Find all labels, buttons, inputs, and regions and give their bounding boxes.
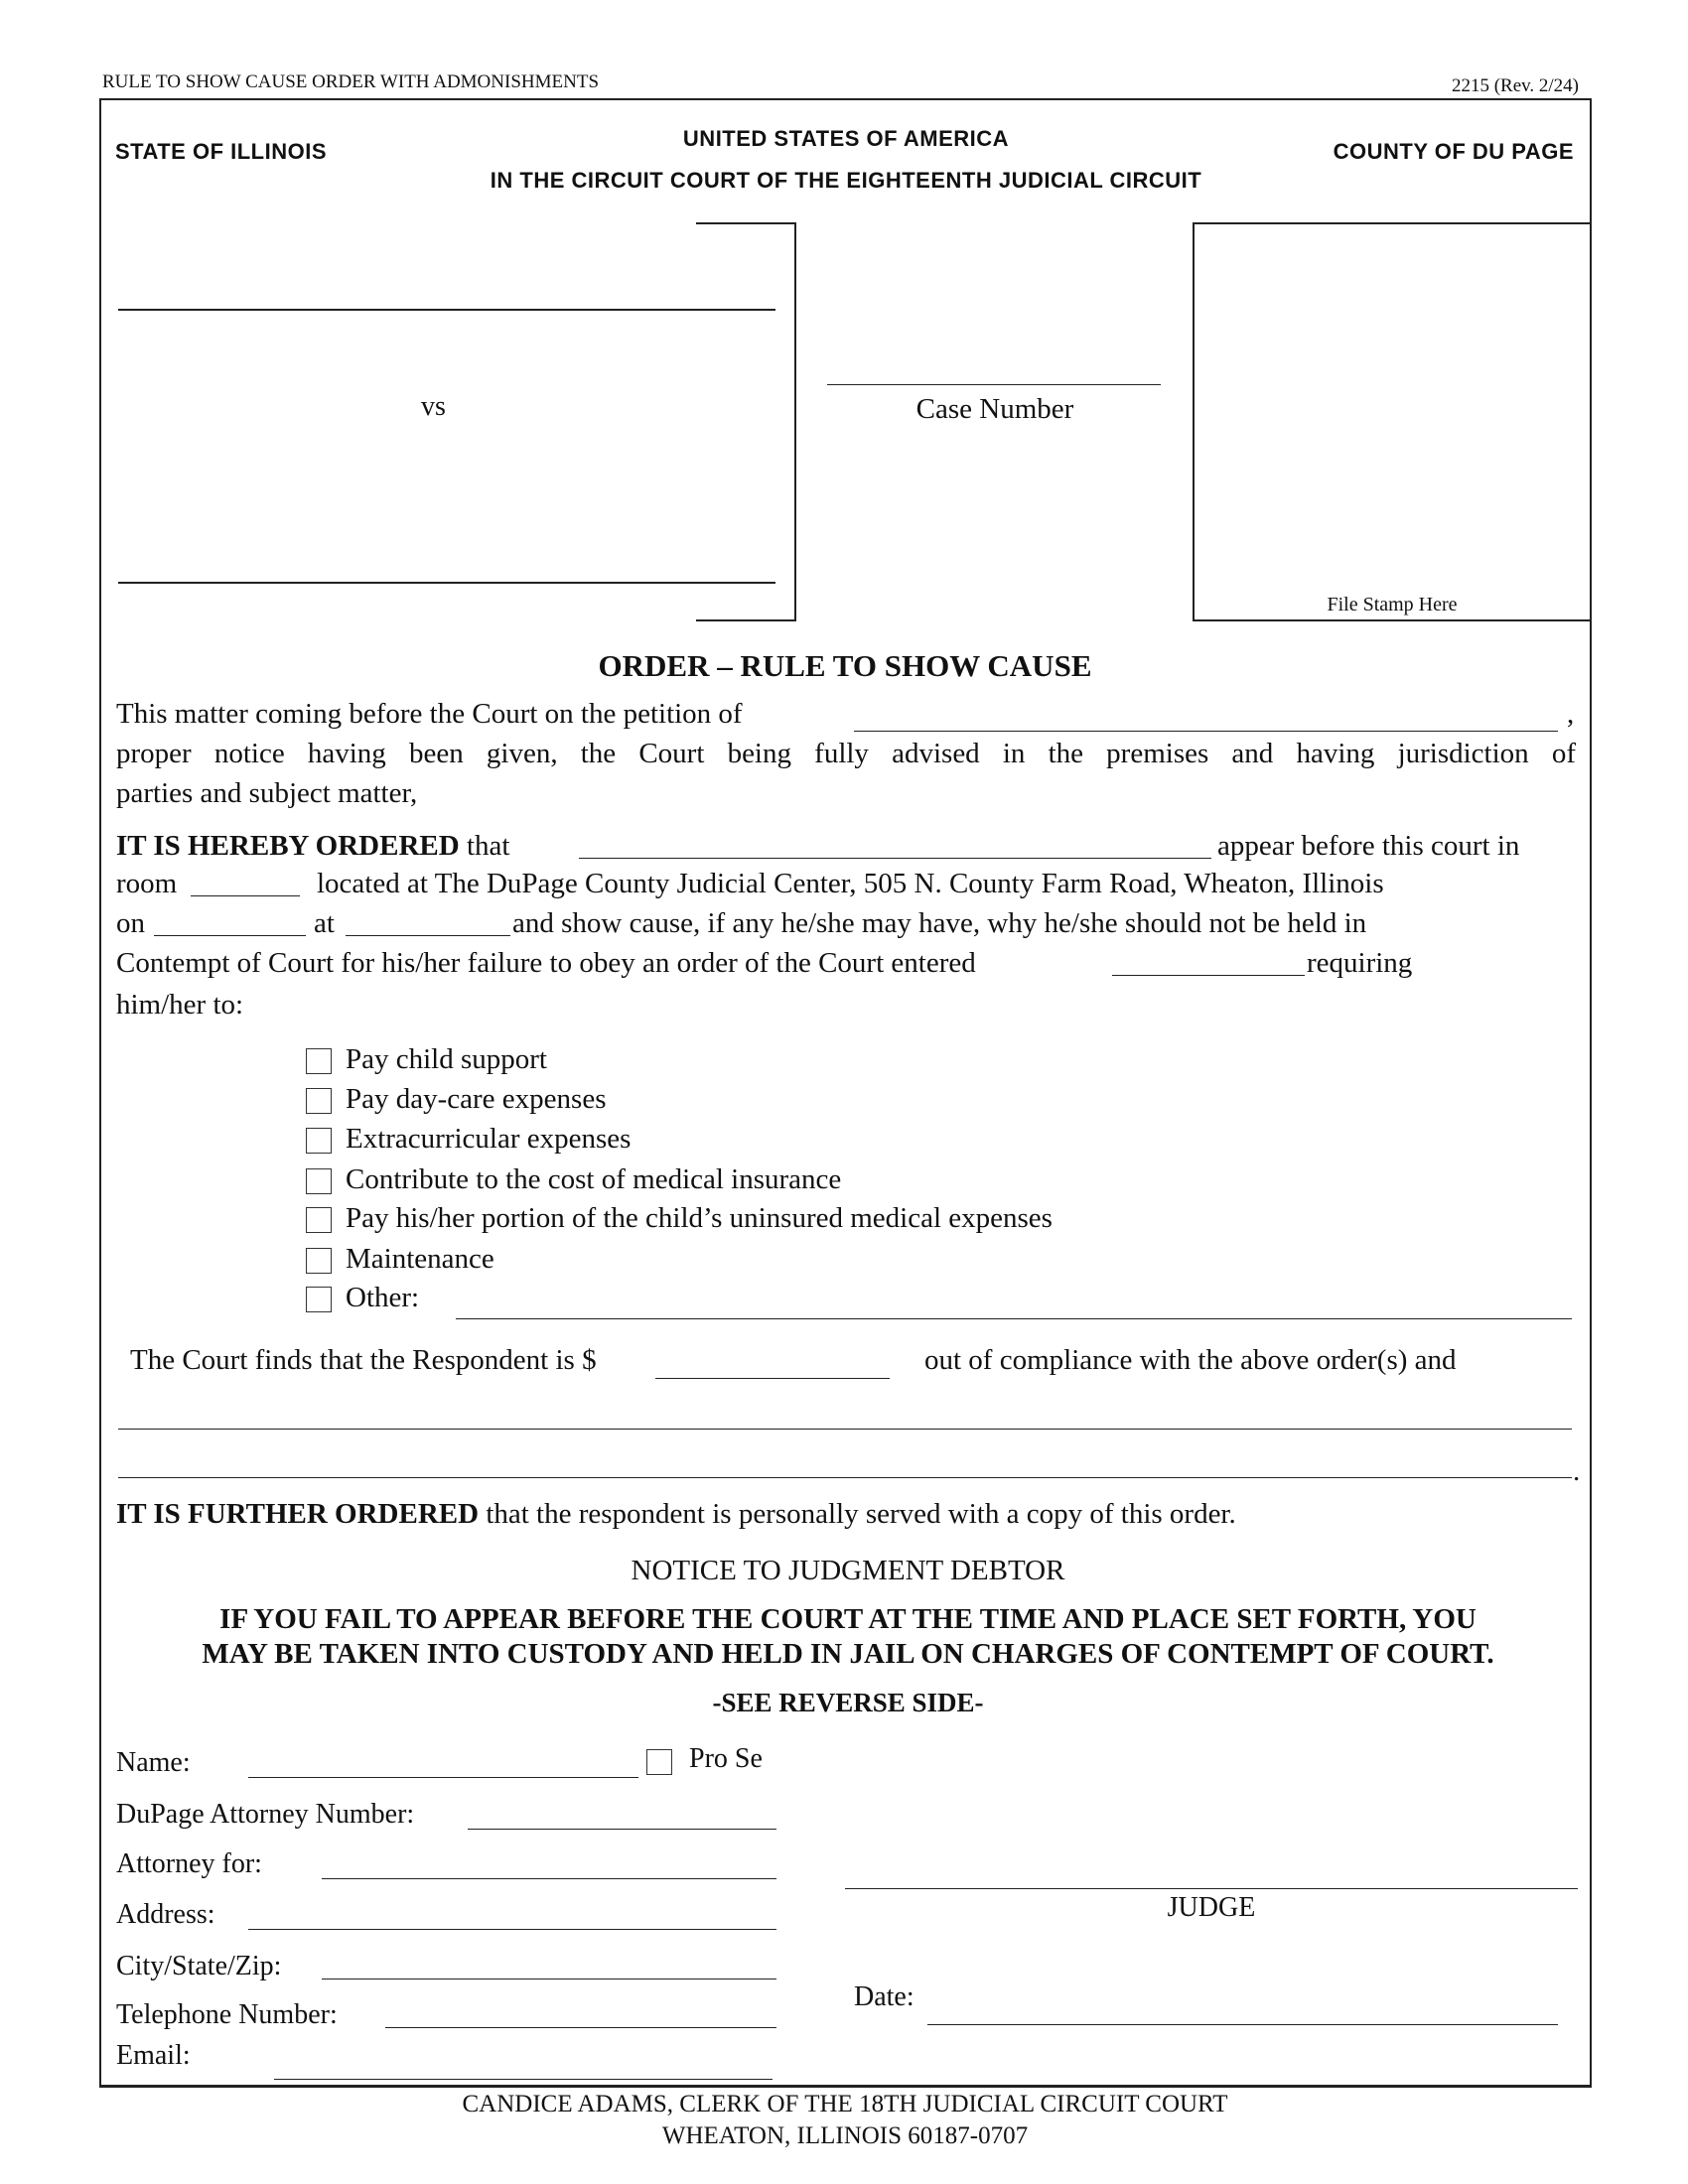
- option-checkbox[interactable]: [306, 1287, 332, 1312]
- attorney-number-field[interactable]: [468, 1803, 776, 1830]
- caption-bracket-side: [794, 222, 796, 621]
- option-checkbox[interactable]: [306, 1248, 332, 1274]
- him-her-to: him/her to:: [116, 989, 244, 1021]
- hereby-bold: IT IS HEREBY ORDERED: [116, 830, 460, 862]
- requiring-text: requiring: [1307, 947, 1413, 979]
- petition-line: [116, 700, 743, 729]
- further-text: that the respondent is personally served with a copy of this order.: [486, 1498, 1236, 1530]
- city-state-zip-label: City/State/Zip:: [116, 1951, 282, 1981]
- form-title: RULE TO SHOW CAUSE ORDER WITH ADMONISHMENTS: [102, 71, 600, 92]
- arrearage-amount-field[interactable]: [655, 1352, 890, 1379]
- judge-signature-field[interactable]: [845, 1888, 1578, 1889]
- petition-text: This matter coming before the Court on the petition of: [116, 698, 743, 730]
- county-label: COUNTY OF DU PAGE: [1333, 139, 1574, 164]
- attorney-for-field[interactable]: [322, 1852, 776, 1879]
- attorney-for-label: Attorney for:: [116, 1848, 262, 1879]
- option-checkbox[interactable]: [306, 1128, 332, 1154]
- case-number-field[interactable]: [827, 384, 1161, 385]
- further-bold: IT IS FURTHER ORDERED: [116, 1498, 480, 1530]
- form-number: 2215 (Rev. 2/24): [1451, 75, 1579, 96]
- vs-label: vs: [421, 391, 446, 422]
- file-stamp-label: File Stamp Here: [1327, 594, 1458, 615]
- location-text: located at The DuPage County Judicial Center, 505 N. County Farm Road, Wheaton, Illinois: [317, 868, 1384, 899]
- date-field[interactable]: [927, 2024, 1558, 2025]
- findings-line-2[interactable]: [118, 1477, 1572, 1478]
- finds-suffix: out of compliance with the above order(s) and: [924, 1344, 1457, 1376]
- see-reverse: -SEE REVERSE SIDE-: [712, 1688, 984, 1717]
- option-label: Pay his/her portion of the child’s uninsured medical expenses: [346, 1202, 1053, 1234]
- findings-line-1[interactable]: [118, 1429, 1572, 1430]
- option-checkbox[interactable]: [306, 1168, 332, 1194]
- room-label: room: [116, 868, 178, 899]
- option-label: Maintenance: [346, 1243, 494, 1275]
- date-label: Date:: [854, 1981, 914, 2012]
- respondent-field[interactable]: [579, 832, 1211, 859]
- hereby-that: that: [466, 830, 510, 862]
- option-label: Contribute to the cost of medical insurance: [346, 1163, 842, 1195]
- contempt-text: Contempt of Court for his/her failure to obey an order of the Court entered: [116, 947, 976, 979]
- option-checkbox[interactable]: [306, 1048, 332, 1074]
- option-label: Pay child support: [346, 1043, 547, 1075]
- room-field[interactable]: [191, 870, 300, 896]
- defendant-field[interactable]: [118, 582, 775, 584]
- hereby-line: [116, 832, 509, 861]
- notice-line: proper notice having been given, the Court being fully advised in the premises and having jurisdiction of: [116, 738, 1576, 769]
- plaintiff-field[interactable]: [118, 309, 775, 311]
- court-label: IN THE CIRCUIT COURT OF THE EIGHTEENTH JUDICIAL CIRCUIT: [490, 168, 1202, 193]
- telephone-label: Telephone Number:: [116, 1999, 338, 2030]
- option-checkbox[interactable]: [306, 1088, 332, 1114]
- option-label: Other:: [346, 1282, 420, 1313]
- on-label: on: [116, 907, 145, 939]
- hereby-appear: appear before this court in: [1217, 830, 1520, 862]
- parties-line: parties and subject matter,: [116, 777, 418, 809]
- option-label: Pay day-care expenses: [346, 1083, 607, 1115]
- pro-se-checkbox[interactable]: [646, 1749, 672, 1775]
- order-title: ORDER – RULE TO SHOW CAUSE: [598, 648, 1092, 683]
- clerk-name: CANDICE ADAMS, CLERK OF THE 18TH JUDICIAL CIRCUIT COURT: [462, 2091, 1228, 2117]
- findings-period: .: [1573, 1455, 1581, 1487]
- further-ordered-line: [116, 1500, 1236, 1529]
- order-entered-date-field[interactable]: [1112, 949, 1305, 976]
- notice-title: NOTICE TO JUDGMENT DEBTOR: [631, 1555, 1065, 1586]
- address-label: Address:: [116, 1899, 215, 1930]
- other-field[interactable]: [456, 1293, 1572, 1319]
- at-label: at: [314, 907, 335, 939]
- clerk-address: WHEATON, ILLINOIS 60187-0707: [661, 2122, 1029, 2149]
- name-field[interactable]: [248, 1751, 638, 1778]
- attorney-number-label: DuPage Attorney Number:: [116, 1799, 415, 1830]
- caption-bracket-top: [696, 222, 795, 224]
- city-state-zip-field[interactable]: [322, 1953, 776, 1979]
- case-number-label: Case Number: [915, 393, 1074, 425]
- telephone-field[interactable]: [385, 2001, 776, 2028]
- judge-label: JUDGE: [1167, 1892, 1256, 1923]
- email-label: Email:: [116, 2040, 191, 2071]
- option-label: Extracurricular expenses: [346, 1123, 632, 1155]
- finds-prefix: The Court finds that the Respondent is $: [130, 1344, 597, 1376]
- address-field[interactable]: [248, 1903, 776, 1930]
- caption-bracket-bottom: [696, 619, 795, 621]
- warning-line-2: MAY BE TAKEN INTO CUSTODY AND HELD IN JAIL ON CHARGES OF CONTEMPT OF COURT.: [202, 1638, 1494, 1670]
- hearing-time-field[interactable]: [346, 909, 510, 936]
- show-cause-text: and show cause, if any he/she may have, why he/she should not be held in: [512, 907, 1367, 939]
- warning-line-1: IF YOU FAIL TO APPEAR BEFORE THE COURT AT THE TIME AND PLACE SET FORTH, YOU: [219, 1603, 1477, 1635]
- petitioner-field[interactable]: [854, 707, 1558, 732]
- petition-comma: ,: [1567, 698, 1575, 730]
- option-checkbox[interactable]: [306, 1207, 332, 1233]
- hearing-date-field[interactable]: [154, 909, 306, 936]
- file-stamp-box: [1193, 222, 1592, 621]
- state-label: STATE OF ILLINOIS: [115, 139, 328, 164]
- pro-se-label: Pro Se: [689, 1743, 763, 1774]
- name-label: Name:: [116, 1747, 191, 1778]
- email-field[interactable]: [274, 2053, 773, 2080]
- country-label: UNITED STATES OF AMERICA: [682, 126, 1010, 151]
